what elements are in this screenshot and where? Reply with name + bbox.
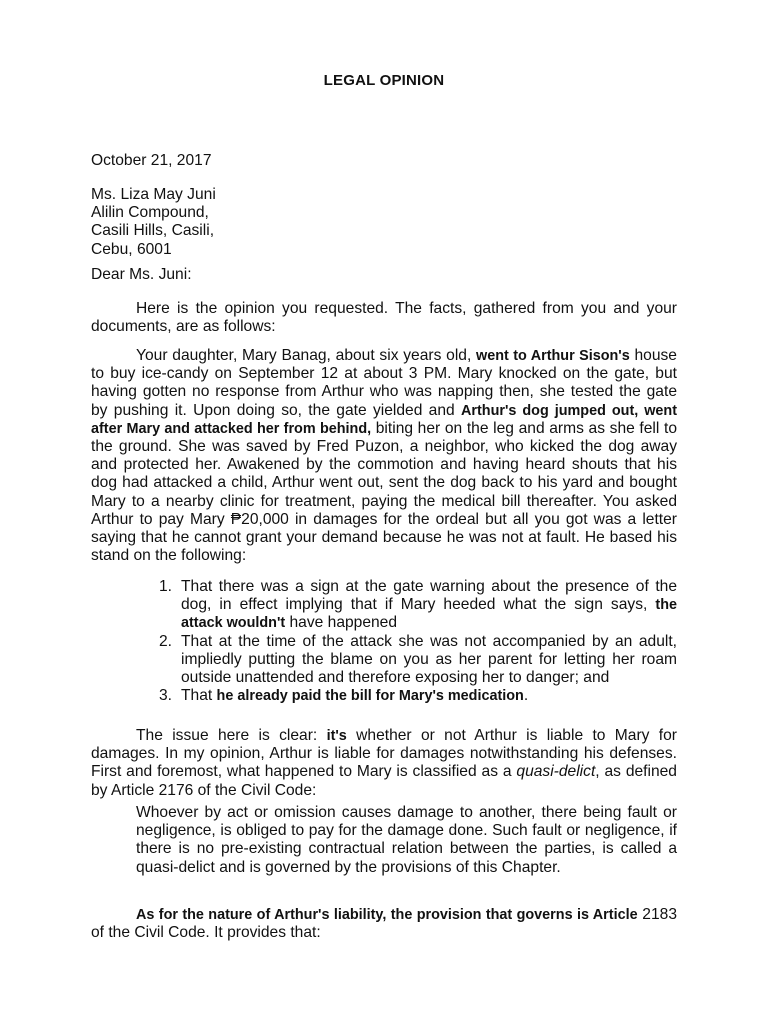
liability-bold: As for the nature of Arthur's liability, the provision that governs is Article xyxy=(136,907,638,923)
salutation: Dear Ms. Juni: xyxy=(91,266,192,283)
issue-text-1: The issue here is clear: xyxy=(136,727,327,744)
paragraph-intro: Here is the opinion you requested. The facts, gathered from you and your documents, are as follows: xyxy=(91,300,677,336)
list-number: 1. xyxy=(159,578,173,595)
list-item-text: That xyxy=(181,687,217,705)
liability-text: 2183 of the Civil Code. It provides that: xyxy=(91,906,677,942)
facts-text-3: biting her on the leg and arms as she fell to the ground. She was saved by Fred Puzon, a neighbor, who kicked the dog away and protected her. Awakened by the commotion and having heard shouts that his dog had attacked a child, Arthur went out, sent the dog back to his yard and bought Mary to a nearby clinic for treatment, paying the medical bill thereafter. You asked Arthur to pay Mary ₱20,000 in damages for the ordeal but all you got was a letter saying that he cannot grant your demand because he was not at fault. He based his stand on the following: xyxy=(91,419,677,565)
recipient-address xyxy=(91,186,216,259)
address-line-1: Ms. Liza May Juni xyxy=(91,186,216,203)
facts-text-2: house to buy ice-candy on September 12 at about 3 PM. Mary knocked on the gate, but having gotten no response from Arthur who was napping then, she tested the gate by pushing it. Upon doing so, the gate yielded and xyxy=(91,347,677,419)
issue-text-2: whether or not Arthur is liable to Mary for damages. In my opinion, Arthur is liable for damages notwithstanding his defenses. First and foremost, what happened to Mary is classified as a xyxy=(91,727,677,781)
address-line-4: Cebu, 6001 xyxy=(91,240,172,258)
list-item-bold: the attack wouldn't xyxy=(181,597,677,632)
list-item-text-end: . xyxy=(523,687,529,705)
facts-text-1: Your daughter, Mary Banag, about six years old, xyxy=(136,347,477,364)
paragraph-issue xyxy=(91,727,677,800)
article-2176-quote: Whoever by act or omission causes damage to another, there being fault or negligence, is obliged to pay for the damage done. Such fault or negligence, if there is no pre-existing contractual relation between the parties, is called a quasi-delict and is governed by the provisions of this Chapter. xyxy=(136,804,677,876)
document-title: LEGAL OPINION xyxy=(323,72,445,89)
issue-text-3: , as defined by Article 2176 of the Civil Code: xyxy=(91,763,677,799)
list-item-text-end: have happened xyxy=(285,614,398,632)
list-item xyxy=(159,633,677,688)
list-item-text: That at the time of the attack she was not accompanied by an adult, impliedly putting the blame on you as her parent for letting her roam outside unattended and therefore exposing her to danger; and xyxy=(181,632,677,687)
list-item-text: That there was a sign at the gate warning about the presence of the dog, in effect implying that if Mary heeded what the sign says, xyxy=(181,578,677,614)
defenses-list xyxy=(159,578,677,705)
facts-bold-2: Arthur's dog jumped out, went after Mary and attacked her from behind, xyxy=(91,402,677,437)
paragraph-liability xyxy=(91,906,677,942)
address-line-2: Alilin Compound, xyxy=(91,204,209,222)
list-item-bold: he already paid the bill for Mary's medication xyxy=(216,688,524,705)
list-item xyxy=(159,578,677,633)
list-number: 3. xyxy=(159,687,173,705)
paragraph-facts xyxy=(91,347,677,565)
facts-bold-1: went to Arthur Sison's xyxy=(476,348,630,364)
issue-italic: quasi-delict xyxy=(516,763,596,781)
list-item xyxy=(159,687,677,705)
address-line-3: Casili Hills, Casili, xyxy=(91,222,215,240)
letter-date: October 21, 2017 xyxy=(91,152,212,169)
issue-bold: it's xyxy=(326,728,347,744)
list-number: 2. xyxy=(159,632,173,650)
